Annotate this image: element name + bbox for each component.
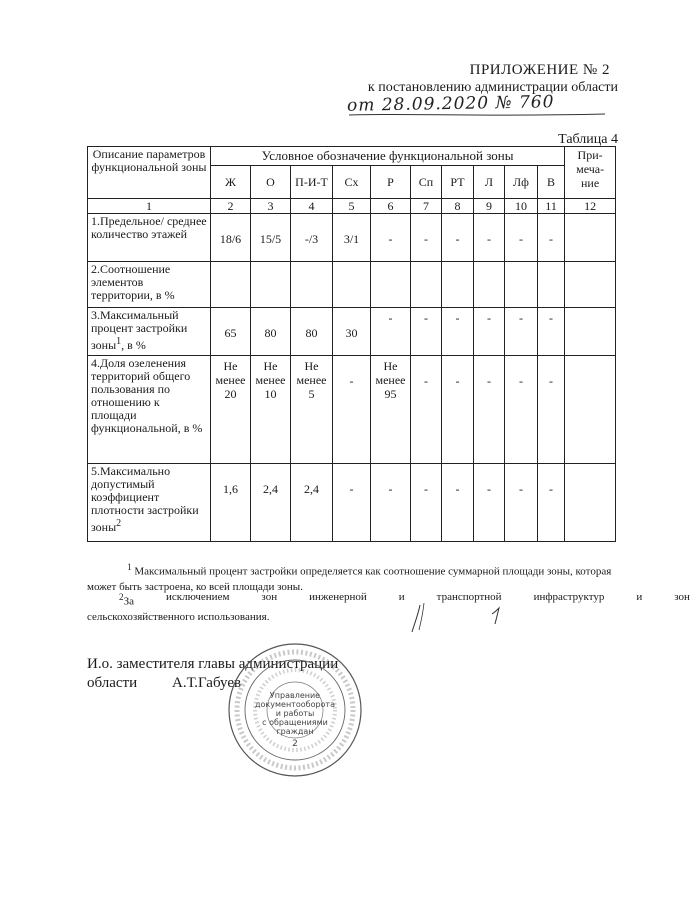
footnote-word: и [398,591,405,603]
table-cell: - [538,464,565,542]
footnote-2-line-1 [87,590,690,610]
row-label: 4.Доля озеленения территорий общего пользования по отношению к площади функциональной, в % [88,356,211,464]
column-number: 10 [505,199,538,214]
table-cell: 2,4 [291,464,333,542]
footnote-word: инженерной [309,591,367,603]
table-cell: 1,6 [211,464,251,542]
column-number: 7 [411,199,442,214]
column-number: 9 [474,199,505,214]
table-cell [411,262,442,308]
column-number: 1 [88,199,211,214]
table-cell: - [538,308,565,356]
header-note: При-меча-ние [565,147,616,199]
table-cell: - [505,214,538,262]
footnote-word: зон [674,591,690,603]
stamp-number: 2 [292,739,298,749]
table-row [88,464,616,542]
table-cell: 18/6 [211,214,251,262]
zone-code: О [251,166,291,199]
table-cell [333,262,371,308]
table-cell [211,262,251,308]
header-description: Описание параметров функциональной зоны [88,147,211,199]
column-number-row [88,199,616,214]
appendix-subtitle: к постановлению администрации области [367,80,618,95]
column-number: 8 [442,199,474,214]
table-cell: - [442,214,474,262]
table-cell: - [538,356,565,464]
column-number: 12 [565,199,616,214]
row-label [88,464,211,542]
round-stamp [225,640,365,780]
table-cell: - [371,464,411,542]
note-cell [565,214,616,262]
table-cell: - [411,464,442,542]
stamp-line: документооборота [255,700,335,709]
column-number: 2 [211,199,251,214]
footnote-ref: 2 [116,518,122,529]
parameters-table [87,146,616,542]
zone-code: Сх [333,166,371,199]
handwritten-date-number: от 28.09.2020 № 760 [346,92,555,116]
table-cell: Не менее 5 [291,356,333,464]
table-cell: - [333,464,371,542]
stamp-line: граждан [276,727,314,736]
stamp-line: с обращениями [262,718,328,727]
table-cell: 80 [251,308,291,356]
footnote-word: и [636,591,643,603]
table-cell: 15/5 [251,214,291,262]
table-cell: - [538,214,565,262]
footnote-text: Максимальный процент застройки определяется как соотношение суммарной площади зоны, которая может быть застроена, ко всей площади зоны. [87,565,612,593]
table-cell: - [442,308,474,356]
footnote-word: транспортной [436,591,502,603]
table-cell [371,262,411,308]
stamp-line: и работы [275,709,315,718]
table-cell: - [371,308,411,356]
table-row [88,262,616,308]
table-cell: 80 [291,308,333,356]
table-cell: 2,4 [251,464,291,542]
table-cell [442,262,474,308]
zone-code: Ж [211,166,251,199]
table-cell: Не менее 20 [211,356,251,464]
footnote-word: исключением [165,591,230,603]
table-cell: - [411,356,442,464]
table-cell: 65 [211,308,251,356]
column-number: 6 [371,199,411,214]
note-cell [565,262,616,308]
table-cell: 3/1 [333,214,371,262]
footnote-ref: 1 [116,336,122,347]
table-cell: - [474,308,505,356]
column-number: 3 [251,199,291,214]
table-cell [505,262,538,308]
handwritten-underline [347,112,607,118]
handwritten-pen-marks [400,600,520,640]
table-cell: - [442,356,474,464]
note-cell [565,464,616,542]
signer-name: А.Т.Габуев [172,675,242,691]
table-cell: - [333,356,371,464]
table-cell [538,262,565,308]
footnote-2 [87,590,690,625]
table-cell: - [371,214,411,262]
table-cell: - [442,464,474,542]
footnote-2-line-2: сельскохозяйственного использования. [87,610,270,623]
table-cell [474,262,505,308]
table-cell [251,262,291,308]
row-label: 2.Соотношение элементов территории, в % [88,262,211,308]
table-row [88,356,616,464]
table-cell: - [505,464,538,542]
zone-code: В [538,166,565,199]
appendix-title: ПРИЛОЖЕНИЕ № 2 [469,62,610,78]
signer-position-2: области [87,675,138,691]
zone-code: РТ [442,166,474,199]
signer-position: И.о. заместителя главы администрации [87,656,339,672]
table-cell: 30 [333,308,371,356]
table-cell: - [411,308,442,356]
table-row [88,214,616,262]
table-cell: - [411,214,442,262]
note-cell [565,356,616,464]
table-cell: -/3 [291,214,333,262]
table-cell: Не менее 95 [371,356,411,464]
row-label-tail: , в % [121,338,146,352]
zone-code: П-И-Т [291,166,333,199]
table-cell: - [474,214,505,262]
table-cell: Не менее 10 [251,356,291,464]
footnote-word: инфраструктур [533,591,605,603]
stamp-line: Управление [269,691,321,700]
footnote-word: зон [261,591,278,603]
note-cell [565,308,616,356]
header-zones-group: Условное обозначение функциональной зоны [211,147,565,166]
column-number: 5 [333,199,371,214]
table-cell: - [474,464,505,542]
row-label-text: 5.Максимально допустимый коэффициент плотности застройки зоны [91,464,199,534]
table-cell [291,262,333,308]
footnote-mark: 1 [127,562,132,572]
column-number: 4 [291,199,333,214]
table-cell: - [505,308,538,356]
zone-code: Лф [505,166,538,199]
table-cell: - [505,356,538,464]
zone-code: Л [474,166,505,199]
zone-code: Сп [411,166,442,199]
footnote-word: $^2$За [119,592,134,608]
table-cell: - [474,356,505,464]
row-label-text: 3.Максимальный процент застройки зоны [91,308,188,352]
row-label: 1.Предельное/ среднее количество этажей [88,214,211,262]
footnote-mark: 2 [119,592,124,602]
table-row [88,308,616,356]
column-number: 11 [538,199,565,214]
row-label [88,308,211,356]
zone-code: Р [371,166,411,199]
table-caption: Таблица 4 [558,132,618,147]
